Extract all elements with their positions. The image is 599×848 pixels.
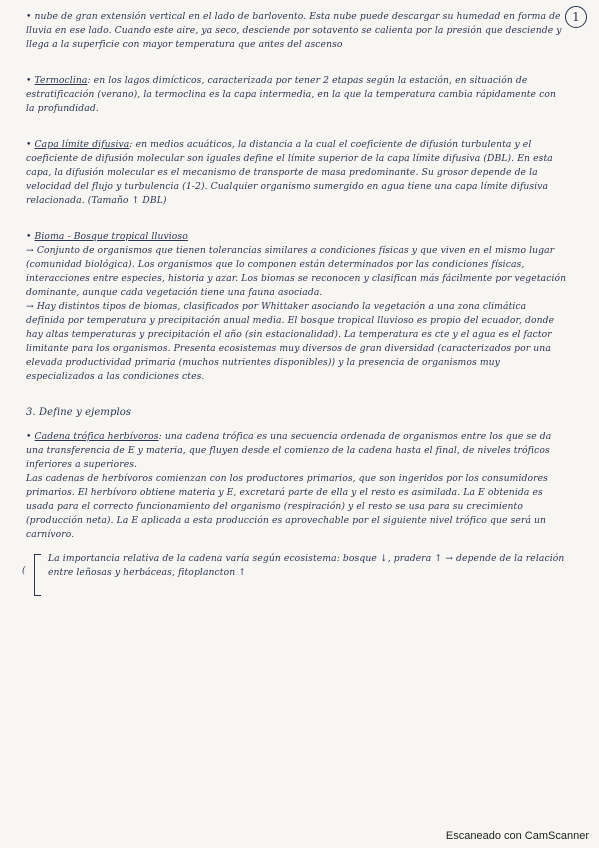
note-text: La importancia relativa de la cadena varía según ecosistema: bosque ↓, pradera ↑ → depende de la relación entre leñosas y herbáceas, fitoplancton ↑	[48, 553, 565, 578]
note-text: → Conjunto de organismos que tienen tolerancias similares a condiciones físicas y que viven en el mismo lugar (comunidad biológica). Los organismos que lo componen están determinados por las condiciones físicas, interacciones entre especies, historia y azar. Los biomas se reconocen y clasifican más fácilmente por vegetación dominante, aunque cada vegetación tiene una fauna asociada.	[26, 245, 567, 298]
bracket-note	[22, 552, 567, 580]
note-text: → Hay distintos tipos de biomas, clasificados por Whittaker asociando la vegetación a una zona climática definida por temperatura y precipitación anual media. El bosque tropical lluvioso es propio del ecuador, donde hay altas temperaturas y precipitación el año (sin estacionalidad). La temperatura es cte y el agua es el factor limitante para los organismos. Presenta ecosistemas muy diversos de gran diversidad (caracterizados por una elevada productividad primaria (muchos nutrientes disponibles)) y la presencia de organismos muy especializados a las condiciones ctes.	[26, 301, 555, 382]
term-bioma: Bioma - Bosque tropical lluvioso	[34, 231, 188, 242]
note-paragraph: • Cadena trófica herbívoros: una cadena trófica es una secuencia ordenada de organismos entre los que se da una transferencia de E y materia, que fluyen desde el comienzo de la cadena hasta el final, de niveles tróficos inferiores a superiores.	[26, 431, 552, 470]
note-text: : en los lagos dimícticos, caracterizada por tener 2 etapas según la estación, en situación de estratificación (verano), la termoclina es la capa intermedia, en la que la temperatura cambia rápidamente con la profundidad.	[26, 75, 556, 114]
note-text: : una cadena trófica es una secuencia ordenada de organismos entre los que se da una transferencia de E y materia, que fluyen desde el comienzo de la cadena hasta el final, de niveles tróficos inferiores a superiores.	[26, 431, 552, 470]
bracket-label: (	[22, 566, 26, 576]
note-block-nube	[26, 10, 567, 52]
note-block-capa-limite	[26, 138, 567, 208]
note-paragraph: • Capa límite difusiva: en medios acuáticos, la distancia a la cual el coeficiente de difusión turbulenta y el coeficiente de difusión molecular son iguales define el límite superior de la capa límite difusiva (DBL). En esta capa, la difusión molecular es el mecanismo de transporte de masa predominante. Su grosor depende de la velocidad del flujo y turbulencia (1-2). Cualquier organismo sumergido en agua tiene una capa límite difusiva relacionada. (Tamaño ↑ DBL)	[26, 139, 553, 206]
note-text: : en medios acuáticos, la distancia a la cual el coeficiente de difusión turbulenta y el coeficiente de difusión molecular son iguales define el límite superior de la capa límite difusiva (DBL). En esta capa, la difusión molecular es el mecanismo de transporte de masa predominante. Su grosor depende de la velocidad del flujo y turbulencia (1-2). Cualquier organismo sumergido en agua tiene una capa límite difusiva relacionada. (Tamaño ↑ DBL)	[26, 139, 553, 206]
note-block-cadena-trofica	[22, 430, 567, 580]
bracket-mark	[34, 554, 41, 596]
term-capa-limite: Capa límite difusiva	[34, 139, 130, 150]
note-block-termoclina	[26, 74, 567, 116]
term-termoclina: Termoclina	[34, 75, 88, 86]
note-paragraph: • Bioma - Bosque tropical lluvioso	[26, 231, 188, 242]
handwritten-notes	[22, 10, 567, 602]
note-text: Las cadenas de herbívoros comienzan con los productores primarios, que son ingeridos por los consumidores primarios. El herbívoro obtiene materia y E, excretará parte de ella y el resto es asimilada. La E obtenida es usada para el correcto funcionamiento del organismo (respiración) y el resto se usa para su crecimiento (producción neta). La E aplicada a esta producción es aprovechable por el siguiente nivel trófico que será un carnívoro.	[26, 473, 548, 540]
note-block-bioma	[26, 230, 567, 384]
note-text: • nube de gran extensión vertical en el lado de barlovento. Esta nube puede descargar su humedad en forma de lluvia en ese lado. Cuando este aire, ya seco, desciende por sotavento se calienta por la presión que desciende y llega a la superficie con mayor temperatura que antes del ascenso	[26, 11, 562, 50]
section-title: 3. Define y ejemplos	[26, 407, 132, 418]
scanner-watermark: Escaneado con CamScanner	[445, 830, 589, 842]
term-cadena-trofica: Cadena trófica herbívoros	[34, 431, 159, 442]
page-number: 1	[565, 6, 587, 28]
note-paragraph: • Termoclina: en los lagos dimícticos, caracterizada por tener 2 etapas según la estación, en situación de estratificación (verano), la termoclina es la capa intermedia, en la que la temperatura cambia rápidamente con la profundidad.	[26, 75, 556, 114]
